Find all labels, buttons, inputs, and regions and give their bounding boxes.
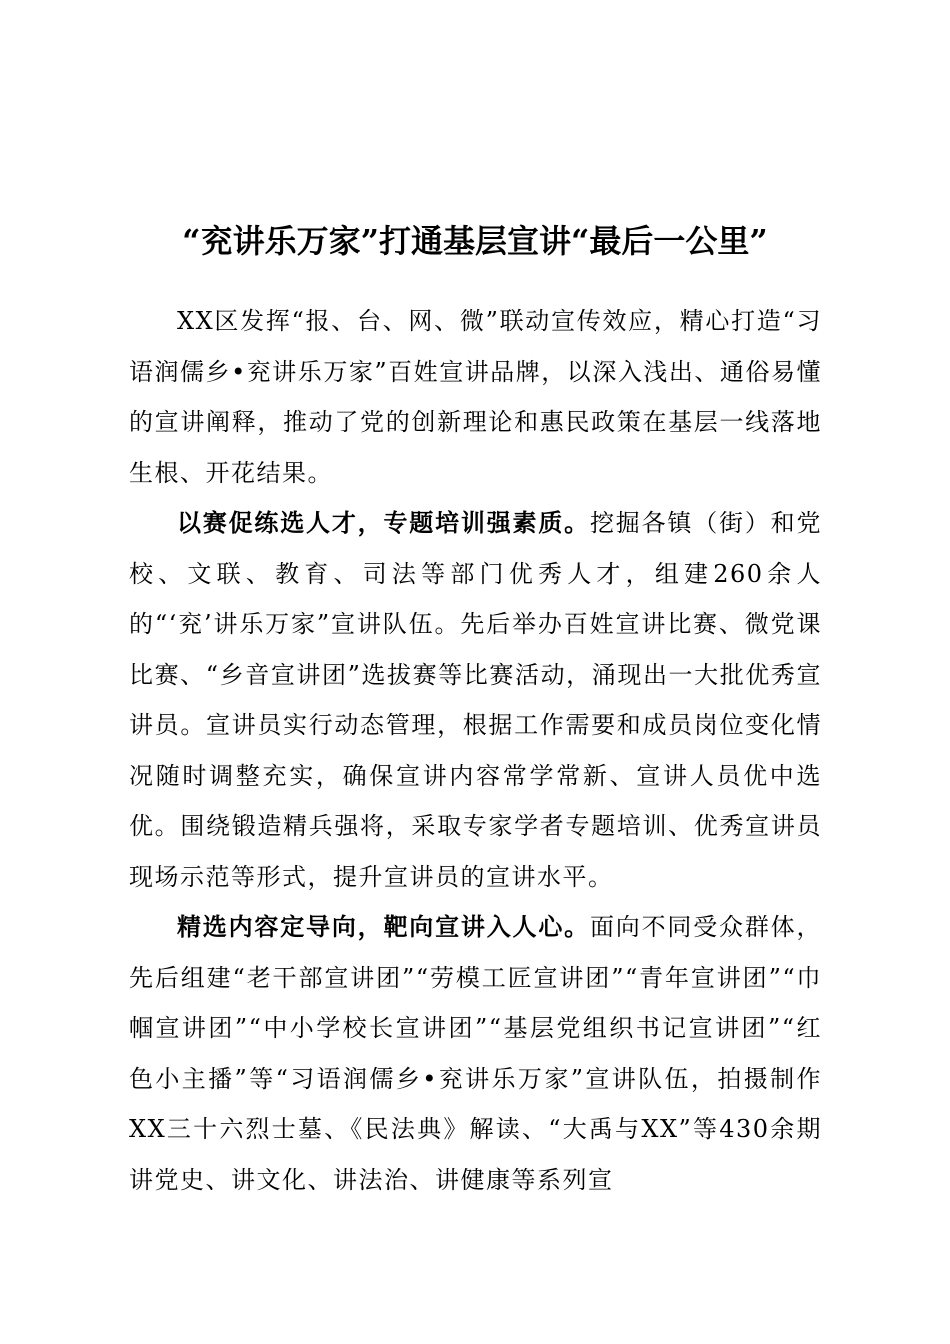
document-title: “兖讲乐万家”打通基层宣讲“最后一公里”	[182, 222, 768, 261]
paragraph-text: 挖掘各镇（街）和党校、文联、教育、司法等部门优秀人才，组建260余人的“‘兖’讲乐万家”宣讲队伍。先后举办百姓宣讲比赛、微党课比赛、“乡音宣讲团”选拔赛等比赛活动，涌现出一大批优秀宣讲员。宣讲员实行动态管理，根据工作需要和成员岗位变化情况随时调整充实，确保宣讲内容常学常新、宣讲人员优中选优。围绕锻造精兵强将，采取专家学者专题培训、优秀宣讲员现场示范等形式，提升宣讲员的宣讲水平。	[129, 509, 822, 891]
paragraph-talent	[129, 498, 822, 902]
document-body	[129, 296, 822, 1205]
paragraph-lead: 以赛促练选人才，专题培训强素质。	[177, 508, 590, 537]
paragraph-intro	[129, 296, 822, 498]
paragraph-text: 面向不同受众群体，先后组建“老干部宣讲团”“劳模工匠宣讲团”“青年宣讲团”“巾帼宣讲团”“中小学校长宣讲团”“基层党组织书记宣讲团”“红色小主播”等“习语润儒乡•兖讲乐万家”宣讲队伍，拍摄制作XX三十六烈士墓、《民法典》解读、“大禹与XX”等430余期讲党史、讲文化、讲法治、讲健康等系列宣	[129, 913, 822, 1194]
paragraph-text: XX区发挥“报、台、网、微”联动宣传效应，精心打造“习语润儒乡•兖讲乐万家”百姓宣讲品牌，以深入浅出、通俗易懂的宣讲阐释，推动了党的创新理论和惠民政策在基层一线落地生根、开花结果。	[129, 307, 822, 487]
paragraph-lead: 精选内容定导向，靶向宣讲入人心。	[177, 912, 590, 941]
paragraph-content	[129, 902, 822, 1205]
